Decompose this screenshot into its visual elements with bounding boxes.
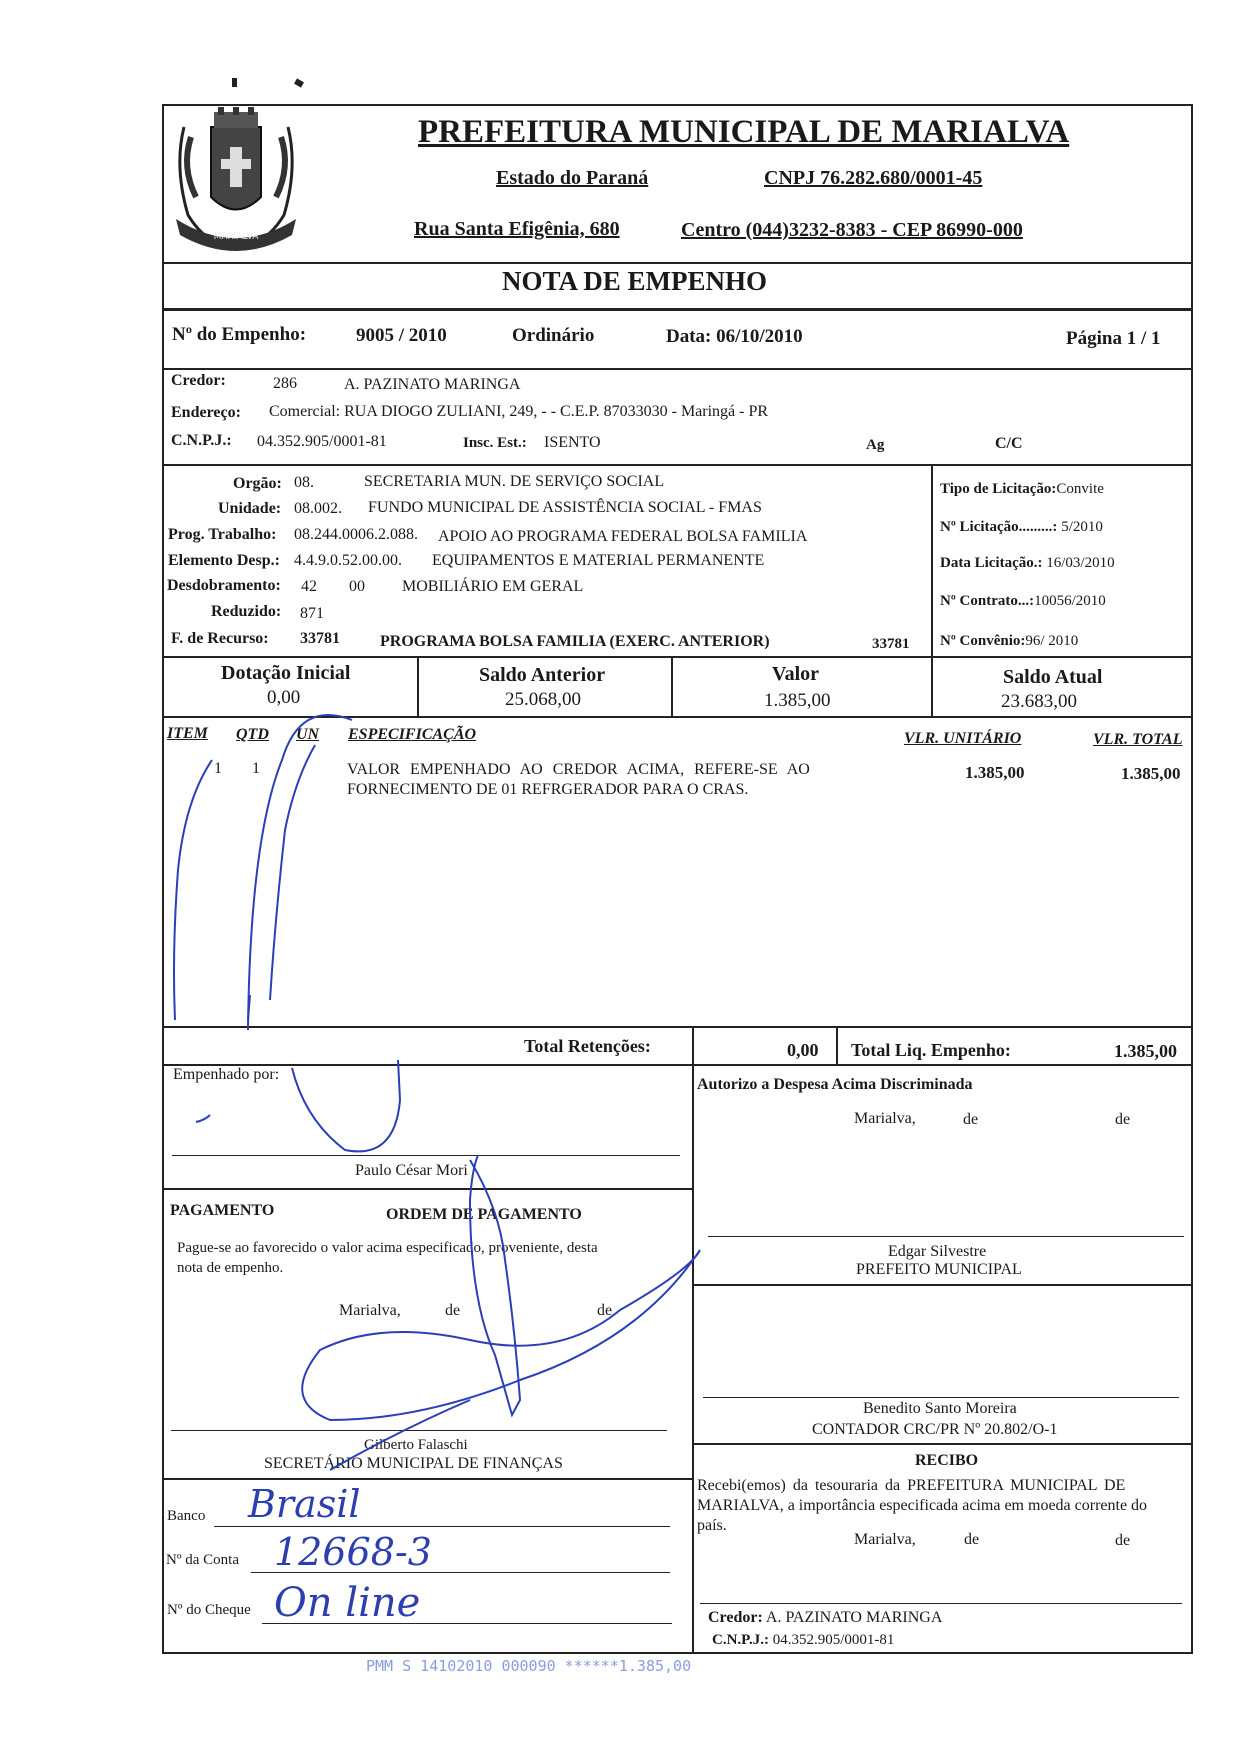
empenho-data: Data: 06/10/2010: [666, 326, 803, 347]
credor-label: Credor:: [171, 372, 226, 389]
pagamento-label: PAGAMENTO: [170, 1202, 275, 1219]
reduzido: 871: [300, 605, 324, 622]
pagamento-texto-1: Pague-se ao favorecido o valor acima especificado, proveniente, desta: [177, 1240, 598, 1256]
endereco-label: Endereço:: [171, 404, 241, 421]
item-numero: 1: [214, 760, 222, 777]
empenho-tipo: Ordinário: [512, 325, 595, 346]
recibo-texto-2: MARIALVA, a importância especificada acima em moeda corrente do: [697, 1497, 1148, 1514]
doc-title: NOTA DE EMPENHO: [502, 266, 768, 296]
empenho-numero: 9005 / 2010: [356, 325, 447, 346]
autorizo-marialva: Marialva,: [854, 1110, 916, 1127]
pagamento-de-2: de: [597, 1302, 613, 1319]
pagamento-texto-2: nota de empenho.: [177, 1260, 284, 1276]
orgao-label: Orgão:: [233, 475, 282, 492]
orgao: SECRETARIA MUN. DE SERVIÇO SOCIAL: [364, 473, 665, 490]
recibo-de-2: de: [1115, 1532, 1131, 1549]
red-label: Reduzido:: [211, 603, 282, 620]
banco-label: Banco: [167, 1508, 206, 1524]
licitacao-contrato: Nº Contrato...:10056/2010: [940, 593, 1106, 609]
item-especificacao-2: FORNECIMENTO DE 01 REFRGERADOR PARA O CRAS.: [347, 781, 749, 798]
cheque-label: Nº do Cheque: [167, 1602, 251, 1618]
total-liq: 1.385,00: [1114, 1041, 1177, 1061]
endereco-prefeitura: Rua Santa Efigênia, 680: [414, 218, 620, 240]
item-vlr-total: 1.385,00: [1121, 764, 1181, 783]
prog-cod: 08.244.0006.2.088.: [294, 526, 418, 543]
valor-label: Valor: [772, 663, 820, 685]
recibo-texto-3: país.: [697, 1517, 727, 1534]
autorizo-despesa: Autorizo a Despesa Acima Discriminada: [697, 1076, 973, 1093]
scan-mark: [232, 78, 237, 87]
empenho-label: Nº do Empenho:: [172, 324, 307, 345]
item-especificacao-1: VALOR EMPENHADO AO CREDOR ACIMA, REFERE-SE AO: [347, 761, 810, 778]
recibo-texto-1: Recebi(emos) da tesouraria da PREFEITURA MUNICIPAL DE: [697, 1477, 1126, 1494]
total-retencoes: 0,00: [787, 1040, 819, 1060]
col-vlr-total: VLR. TOTAL: [1093, 731, 1183, 748]
credor-endereco: Comercial: RUA DIOGO ZULIANI, 249, - - C.E.P. 87033030 - Maringá - PR: [269, 403, 769, 420]
recibo-cnpj: C.N.P.J.: 04.352.905/0001-81: [712, 1632, 895, 1648]
prog-label: Prog. Trabalho:: [168, 526, 277, 543]
unidade: FUNDO MUNICIPAL DE ASSISTÊNCIA SOCIAL - FMAS: [368, 499, 762, 516]
cnpj-label: C.N.P.J.:: [171, 432, 232, 449]
pagamento-marialva: Marialva,: [339, 1302, 401, 1319]
secretario-cargo: SECRETÁRIO MUNICIPAL DE FINANÇAS: [264, 1455, 563, 1472]
insc-label: Insc. Est.:: [463, 435, 527, 451]
unidade-cod: 08.002.: [294, 500, 342, 517]
elem: EQUIPAMENTOS E MATERIAL PERMANENTE: [432, 552, 765, 569]
col-vlr-unitario: VLR. UNITÁRIO: [904, 730, 1022, 747]
dotacao-inicial-label: Dotação Inicial: [221, 662, 351, 684]
recibo-title: RECIBO: [915, 1452, 979, 1469]
autorizo-de-1: de: [963, 1111, 979, 1128]
cc-label: C/C: [995, 435, 1023, 452]
prefeitura-title: PREFEITURA MUNICIPAL DE MARIALVA: [418, 114, 1070, 150]
elem-cod: 4.4.9.0.52.00.00.: [294, 552, 402, 569]
banco-manuscrito: Brasil: [248, 1482, 361, 1526]
cheque-manuscrito: On line: [274, 1580, 421, 1626]
credor-cnpj: 04.352.905/0001-81: [257, 433, 387, 450]
credor-nome: A. PAZINATO MARINGA: [344, 376, 521, 393]
prefeito-cargo: PREFEITO MUNICIPAL: [856, 1261, 1022, 1278]
prefeito-nome: Edgar Silvestre: [888, 1243, 987, 1260]
fonte-cod2: 33781: [872, 636, 910, 652]
contador-nome: Benedito Santo Moreira: [863, 1400, 1017, 1417]
col-item: ITEM: [167, 725, 208, 742]
saldo-atual: 23.683,00: [1001, 691, 1077, 712]
saldo-anterior: 25.068,00: [505, 689, 581, 710]
svg-text:MARIALVA: MARIALVA: [213, 232, 259, 242]
desd: MOBILIÁRIO EM GERAL: [402, 578, 584, 595]
unidade-label: Unidade:: [218, 500, 282, 517]
estado: Estado do Paraná: [496, 167, 649, 189]
desd-cod2: 00: [349, 578, 365, 595]
elem-label: Elemento Desp.:: [168, 552, 280, 569]
dotacao-inicial: 0,00: [267, 687, 301, 708]
ordem-pagamento: ORDEM DE PAGAMENTO: [386, 1206, 582, 1223]
licitacao-tipo-label: Tipo de Licitação:Convite: [940, 481, 1104, 497]
credor-codigo: 286: [273, 375, 297, 392]
saldo-atual-label: Saldo Atual: [1003, 666, 1103, 688]
pagamento-de-1: de: [445, 1302, 461, 1319]
conta-manuscrito: 12668-3: [274, 1530, 432, 1574]
ag-label: Ag: [866, 437, 885, 453]
col-qtd: QTD: [236, 726, 269, 743]
prog: APOIO AO PROGRAMA FEDERAL BOLSA FAMILIA: [438, 528, 808, 545]
recibo-credor: Credor: A. PAZINATO MARINGA: [708, 1609, 943, 1626]
autorizo-de-2: de: [1115, 1111, 1131, 1128]
orgao-cod: 08.: [294, 474, 314, 491]
desd-label: Desdobramento:: [167, 577, 281, 594]
desd-cod1: 42: [301, 578, 317, 595]
recibo-marialva: Marialva,: [854, 1531, 916, 1548]
col-especificacao: ESPECIFICAÇÃO: [348, 726, 477, 743]
licitacao-num: Nº Licitação.........: 5/2010: [940, 519, 1103, 535]
item-vlr-unitario: 1.385,00: [965, 763, 1025, 782]
empenhado-por-nome: Paulo César Mori: [355, 1162, 468, 1179]
autenticacao-stamp: PMM S 14102010 000090 ******1.385,00: [366, 1657, 692, 1675]
fonte-cod: 33781: [300, 630, 340, 647]
contador-cargo: CONTADOR CRC/PR Nº 20.802/O-1: [812, 1421, 1058, 1438]
scan-mark: [294, 78, 304, 87]
licitacao-convenio: Nº Convênio:96/ 2010: [940, 633, 1079, 649]
empenhado-por-label: Empenhado por:: [173, 1066, 280, 1083]
fonte-label: F. de Recurso:: [171, 630, 269, 647]
conta-label: Nº da Conta: [166, 1552, 239, 1568]
valor: 1.385,00: [764, 690, 831, 711]
credor-insc: ISENTO: [544, 434, 601, 451]
secretario-nome: Gilberto Falaschi: [364, 1437, 468, 1453]
licitacao-data: Data Licitação.: 16/03/2010: [940, 555, 1115, 571]
recibo-de-1: de: [964, 1531, 980, 1548]
contato-prefeitura: Centro (044)3232-8383 - CEP 86990-000: [681, 219, 1023, 241]
municipal-coat-of-arms-icon: [166, 107, 306, 257]
pagina: Página 1 / 1: [1066, 328, 1161, 349]
total-retencoes-label: Total Retenções:: [524, 1036, 651, 1056]
cnpj-prefeitura: CNPJ 76.282.680/0001-45: [764, 167, 983, 189]
col-un: UN: [296, 726, 320, 743]
item-qtd: 1: [252, 760, 260, 777]
fonte: PROGRAMA BOLSA FAMILIA (EXERC. ANTERIOR): [380, 633, 770, 650]
total-liq-label: Total Liq. Empenho:: [851, 1040, 1011, 1060]
saldo-anterior-label: Saldo Anterior: [479, 664, 606, 686]
